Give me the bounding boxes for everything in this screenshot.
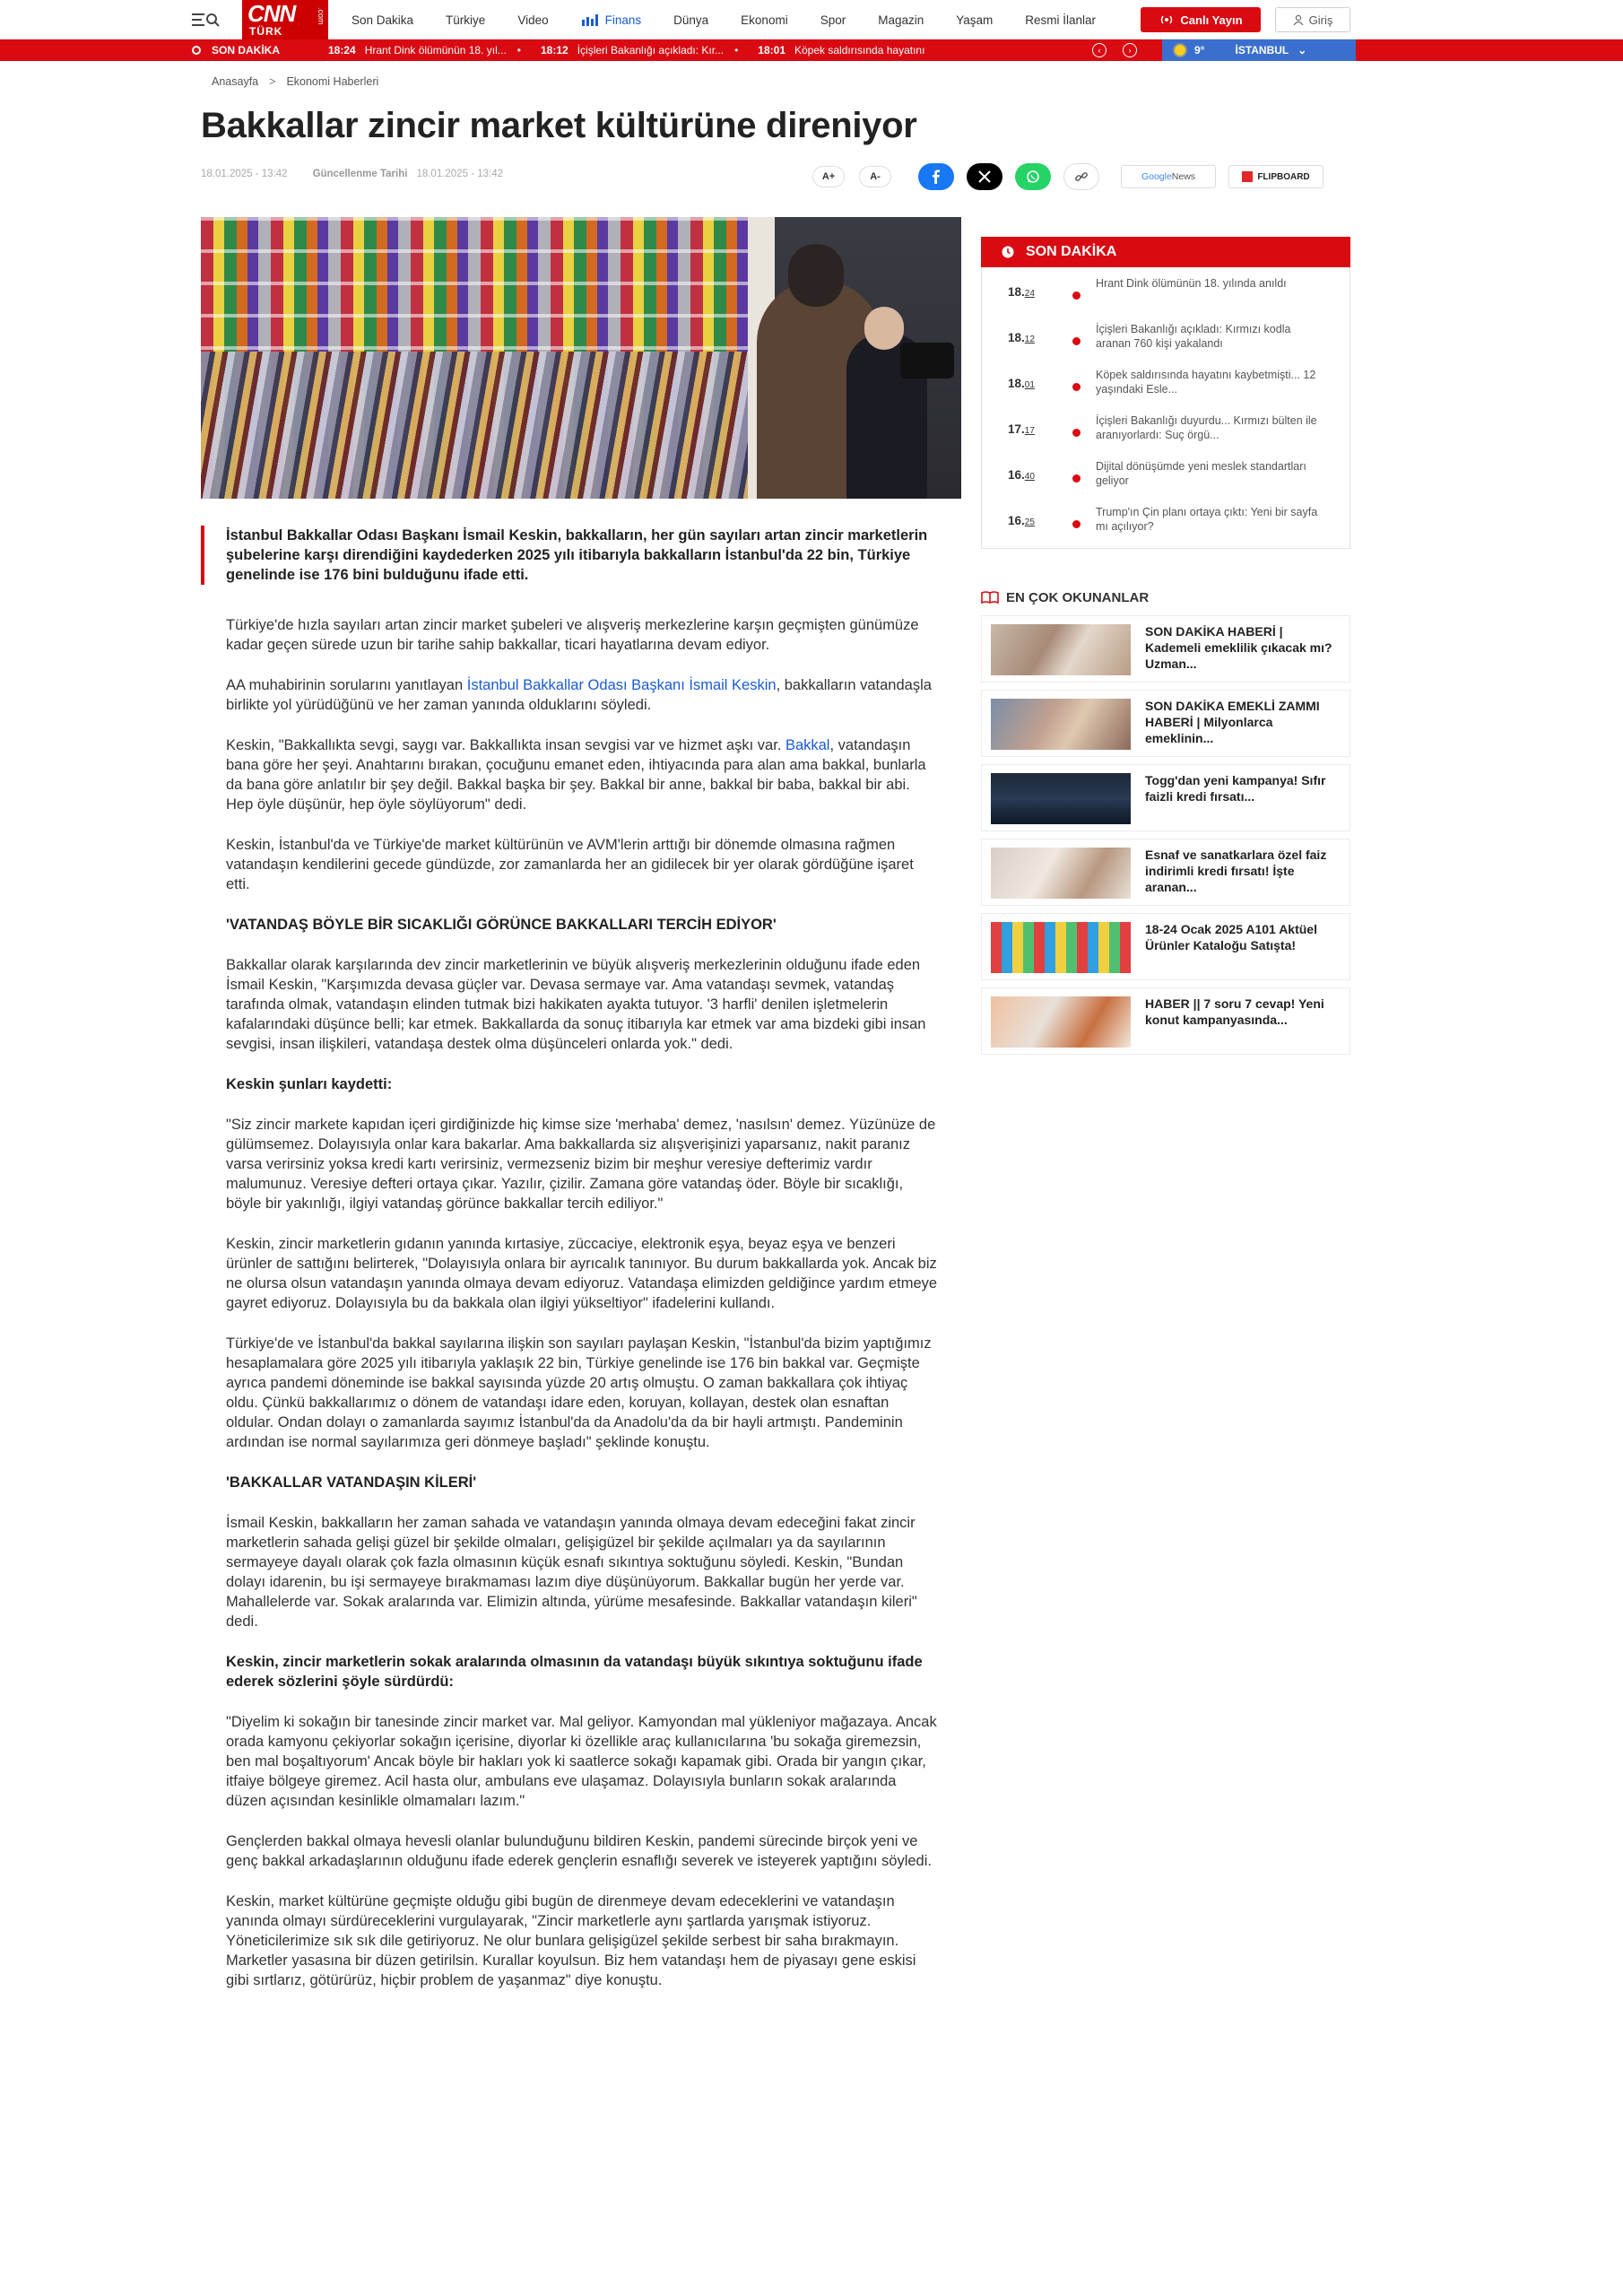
nav-yasam[interactable]: Yaşam [956,13,994,27]
paragraph-text: AA muhabirinin sorularını yanıtlayan [226,677,467,693]
most-read-thumbnail [991,624,1131,675]
live-stream-button[interactable] [1141,7,1261,32]
paragraph-text: Keskin, "Bakkallıkta sevgi, saygı var. Bakkallıkta insan sevgisi var ve hizmet aşkı var. [226,737,785,753]
most-read-item[interactable] [981,615,1350,683]
article-paragraph: "Siz zincir markete kapıdan içeri girdiğinizde hiç kimse size 'merhaba' demez, 'nasılsın' demez. Yüzünüze de gülümsemez. Dolayısıyla onlar kara bakarlar. Ama bakkallarda siz alışverişinizi yaparsanız, nakit paranız varsa verirsiniz yoksa kredi kartı verirsiniz, vermezseniz bizim bir meşhur veresiye defterimiz vardır malumunuz. Veresiye defteri ortaya çıkar. Yazılır, çizilir. Zamana göre vatandaş öder. Böyle bir sıcaklığı, böyle bir yakınlığı, ilgiyi vatandaş görünce bakkallar tercih ediliyor." [226,1117,936,1212]
time-hour: 18. [1008,377,1025,390]
article-paragraph: Keskin, zincir marketlerin gıdanın yanında kırtasiye, züccaciye, elektronik eşya, beyaz eşya ve benzeri ürünler de sattığını belirterek, "Dolayısıyla onlara bir ayrıcalık tanınıyor. Bu durum bakkallarda yok. Ancak biz ne olursa olsun vatandaşın yanında olmaya devam ediyoruz. Vatandaşa elimizden geldiğince yardım etmeye gayret ediyoruz. Dolayısıyla bu da bakkala olan ilgiyi yükseltiyor" ifadelerini kullandı. [226,1236,938,1311]
article-paragraph: Türkiye'de ve İstanbul'da bakkal sayılarına ilişkin son sayıları paylaşan Keskin, "İstanbul'da bizim yaptığımız hesaplamalara göre 2025 yılı itibarıyla yaklaşık 22 bin, Türkiye genelinde ise 176 bin bakkal var. Geçmişte ayrıca pandemi döneminde ise bakkal sayısında yüzde 20 artış olmuştu. O zaman bakkallara çok ihtiyaç oldu. Çünkü bakkallarımız o dönem de vatandaşı idare eden, koruyan, kollayan, destek olan esnaftan oldular. Ondan dolayı o zamanlarda sayımız İstanbul'da da Anadolu'da da bir hayli artmıştı. Pandeminin ardından ise normal sayılarımıza geri dönmeye başladı" şeklinde konuştu. [226,1335,932,1450]
nav-finans[interactable] [581,13,642,27]
ticker-separator: • [516,44,521,57]
ticker-separator: • [734,44,739,57]
nav-video[interactable]: Video [517,13,549,27]
time-hour: 16. [1008,468,1025,482]
breadcrumb [212,75,378,88]
most-read-list [981,615,1350,1062]
google-news-suffix: News [1171,171,1196,182]
timeline-dot-icon [1072,291,1081,300]
article-tools [812,163,1324,190]
weather-widget[interactable] [1162,39,1356,61]
son-dakika-time [1008,285,1035,299]
chevron-down-icon: ⌄ [1298,44,1307,57]
x-icon [978,170,991,183]
whatsapp-icon [1026,170,1040,184]
article-subheading: Keskin, zincir marketlerin sokak aralarında olmasının da vatandaşı büyük sıkıntıya soktuğunu ifade ederek sözlerini şöyle sürdürdü: [226,1654,923,1690]
article-body [226,615,940,2011]
timeline-dot-icon [1072,429,1081,437]
article-subheading: Keskin şunları kaydetti: [226,1076,393,1092]
time-minute: 01 [1024,380,1035,390]
timeline-dot-icon [1072,520,1081,528]
most-read-thumbnail [991,922,1131,973]
time-minute: 12 [1024,335,1035,344]
son-dakika-time [1008,331,1035,344]
most-read-thumbnail [991,848,1131,899]
font-increase-button[interactable]: A+ [812,166,845,187]
main-nav [352,0,1128,39]
cnn-turk-logo[interactable] [242,0,328,39]
breaking-news-ticker [0,39,1623,61]
logo-cnn-text: CNN [247,0,296,27]
copy-link-button[interactable] [1063,163,1099,190]
user-icon [1293,14,1304,25]
nav-dunya[interactable]: Dünya [673,13,709,27]
son-dakika-time [1008,422,1035,436]
link-icon [1074,170,1089,184]
weather-city: İSTANBUL [1235,44,1289,57]
son-dakika-time [1008,377,1035,390]
son-dakika-item[interactable] [981,267,1350,313]
article-paragraph [226,735,940,814]
ticker-item[interactable] [328,44,521,57]
most-read-item[interactable] [981,987,1350,1055]
facebook-share-button[interactable] [918,163,954,190]
nav-resmi-ilanlar[interactable]: Resmi İlanlar [1025,13,1097,27]
son-dakika-text: İçişleri Bakanlığı duyurdu... Kırmızı bülten ile aranıyorlardı: Suç örgü... [1096,414,1317,441]
son-dakika-text: Dijital dönüşümde yeni meslek standartları geliyor [1096,460,1306,487]
most-read-item[interactable] [981,690,1350,757]
nav-turkiye[interactable]: Türkiye [446,13,486,27]
ticker-next-icon[interactable]: › [1123,43,1137,57]
time-minute: 25 [1024,517,1035,527]
clock-icon [1001,245,1015,259]
son-dakika-item[interactable] [981,313,1350,359]
ticker-time: 18:12 [540,44,568,57]
paragraph-text: , bakkalların vatandaşla birlikte yol yürüdüğünü ve her zaman yanında olduklarını söyledi. [226,677,932,713]
login-label: Giriş [1308,13,1333,27]
google-news-label: Google [1141,171,1172,182]
updated-date: 18.01.2025 - 13:42 [416,169,503,179]
flipboard-label: FLIPBOARD [1257,171,1310,182]
article-paragraph [226,675,940,715]
time-minute: 24 [1024,289,1035,299]
most-read-thumbnail [991,699,1131,750]
time-hour: 18. [1008,331,1025,344]
hero-interviewee-head-graphic [864,307,904,350]
bakkal-tag-link[interactable]: Bakkal [785,737,830,753]
most-read-item[interactable] [981,764,1350,831]
article-paragraph: Keskin, market kültürüne geçmişte olduğu gibi bugün de direnmeye devam edeceklerini ve vatandaşın yanında olmayı sürdüreceklerini vurgulayarak, "Zincir marketlerle aynı şartlarda yarışmak istiyoruz. Yöneticilerimize sık sık dile getiriyoruz. Ne olur bunlara gelişigüzel şekilde serbest bir saha bırakmayın. Marketler yasasına bir düzen getirilsin. Kurallar koyulsun. Biz hem vatandaşı hem de piyasayı gene eskisi gibi sırtlarız, götürürüz, hiçbir problem de yaşanmaz" diye konuştu. [226,1893,916,1988]
son-dakika-text: Trump'ın Çin planı ortaya çıktı: Yeni bir sayfa mı açılıyor? [1096,506,1318,533]
updated-label: Güncellenme Tarihi [312,169,408,179]
nav-son-dakika[interactable]: Son Dakika [352,13,414,27]
menu-search-icon[interactable] [192,11,221,29]
ticker-dot-icon [192,46,201,55]
article-paragraph: Türkiye'de hızla sayıları artan zincir market şubeleri ve alışveriş merkezlerine karşın geçmişten günümüze kadar geçen sürede uzun bir tarihe sahip bakkallar, ticari hayatlarına devam ediyor. [226,617,919,653]
weather-temp: 9° [1194,44,1205,57]
book-icon [981,591,999,604]
ticker-label-text: SON DAKİKA [212,44,281,57]
time-minute: 17 [1024,426,1035,436]
timeline-dot-icon [1072,474,1081,483]
article-subheading: 'VATANDAŞ BÖYLE BİR SICAKLIĞI GÖRÜNCE BAKKALLARI TERCİH EDİYOR' [226,917,777,933]
google-news-button[interactable] [1121,165,1216,188]
publish-date: 18.01.2025 - 13:42 [201,169,288,179]
breadcrumb-separator-icon: > [269,75,276,88]
facebook-icon [930,170,942,184]
ticker-text: Hrant Dink ölümünün 18. yıl... [364,44,507,57]
time-hour: 16. [1008,514,1025,527]
ticker-text: İçişleri Bakanlığı açıkladı: Kır... [577,44,725,57]
article-subheading: 'BAKKALLAR VATANDAŞIN KİLERİ' [226,1474,477,1491]
son-dakika-time [1008,468,1035,482]
login-button[interactable] [1275,7,1350,32]
most-read-title-text: SON DAKİKA HABERİ | Kademeli emeklilik çıkacak mı? Uzman... [1145,624,1332,671]
ticker-text: Köpek saldırısında hayatını [794,44,925,57]
live-stream-label: Canlı Yayın [1180,13,1243,27]
ticker-item[interactable] [758,44,924,57]
son-dakika-item[interactable] [981,450,1350,496]
time-hour: 18. [1008,285,1025,299]
hero-goods-graphic [201,352,748,499]
ticker-items [328,39,1090,61]
article-title: Bakkallar zincir market kültürüne direniyor [201,106,917,145]
most-read-title-text: SON DAKİKA EMEKLİ ZAMMI HABERİ | Milyonlarca emeklinin... [1145,699,1320,745]
most-read-title-text: 18-24 Ocak 2025 A101 Aktüel Ürünler Kataloğu Satışta! [1145,922,1317,952]
son-dakika-list [981,267,1350,542]
ticker-label [192,39,280,61]
son-dakika-item[interactable] [981,496,1350,542]
flipboard-icon [1242,171,1253,182]
time-minute: 40 [1024,472,1035,482]
ticker-item[interactable] [541,44,738,57]
article-hero-image [201,217,961,499]
sun-icon [1175,45,1185,56]
most-read-title-text: HABER || 7 soru 7 cevap! Yeni konut kampanyasında... [1145,996,1324,1027]
article-paragraph: Keskin, İstanbul'da ve Türkiye'de market kültürünün ve AVM'lerin arttığı bir dönemde olmasına rağmen vatandaşın kendilerini gecede gündüzde, zor zamanlarda her an gidilecek bir yer olarak gördüğüne işaret etti. [226,837,914,892]
most-read-header [981,587,1149,608]
article-paragraph: Gençlerden bakkal olmaya hevesli olanlar bulunduğunu bildiren Keskin, pandemi sürecinde birçok yeni ve genç bakkal arkadaşlarının olduğunu ifade ederek gençlerin esnaflığı severek ve isteyerek yaptığını söyledi. [226,1833,932,1869]
most-read-item[interactable] [981,839,1350,906]
article-paragraph: Bakkallar olarak karşılarında dev zincir marketlerinin ve büyük alışveriş merkezlerinin olduğunu ifade eden İsmail Keskin, "Karşımızda devasa güçler var. Devasa sermaye var. Ama vatandaşı sevmek, vatandaş tarafında olmak, vatandaşın elinden tutmak bizi hakikaten ayakta tutuyor. '3 harfli' denilen işletmelerin kafalarındaki düşünce belli; kar etmek. Bakkallarda da sonuç itibarıyla kar etmek var ama bizdeki gibi insan sevgisi, insan ilişkileri, vatandaşa destek olma düşünceleri onlarda yok." dedi. [226,957,926,1052]
most-read-item[interactable] [981,913,1350,980]
son-dakika-text: Hrant Dink ölümünün 18. yılında anıldı [1096,277,1287,290]
flipboard-button[interactable] [1228,165,1324,188]
timeline-dot-icon [1072,383,1081,391]
ticker-time: 18:01 [758,44,785,57]
son-dakika-title: SON DAKİKA [1026,244,1117,259]
nav-finans-label: Finans [604,13,642,27]
most-read-title: EN ÇOK OKUNANLAR [1006,589,1150,605]
x-share-button[interactable] [967,163,1002,190]
breadcrumb-home[interactable]: Anasayfa [212,75,259,88]
son-dakika-item[interactable] [981,359,1350,404]
article-paragraph: İsmail Keskin, bakkalların her zaman sahada ve vatandaşın yanında olmaya devam edeceğini fakat zincir marketlerin sahada gelişi güzel bir şekilde olmaları, gelişigüzel bir şekilde açılmaları ya da sayılarının sermayeye dayalı olarak çok fazla olmasının küçük esnafı sıkıntıya soktuğunu söyledi. Keskin, "Bundan dolayı idarenin, bu işi sermayeye bırakmaması lazım diye düşünüyorum. Bakkallar bugün her yerde var. Mahallelerde var. Sokak aralarında var. Elimizin altında, yürüme mesafesinde. Bakkallar vatandaşın kileri" dedi. [226,1515,917,1630]
paragraph-text: , vatandaşın bana göre her şeyi. Anahtarını bırakan, çocuğunu emanet eden, ihtiyacında para alan ama bakkal, bunlarla da bana göre anlatılır bir şey değil. Bakkal başka bir şey. Bakkal bir anne, bakkal bir baba, bakkal bir abi. Hep öyle düşünür, hep öyle söylüyorum" dedi. [226,737,926,813]
whatsapp-share-button[interactable] [1015,163,1051,190]
logo-turk-text: TÜRK [249,25,283,38]
article-paragraph: "Diyelim ki sokağın bir tanesinde zincir market var. Mal geliyor. Kamyondan mal yükleniyor mağazaya. Ancak orada kamyonu çekiyorlar sokağın içerisine, diyorlar ki özellikle araç kullanıcılarına 'bu sokağa giremezsin, ben mal boşaltıyorum' Ancak böyle bir hakları yok ki saatlerce sokağı kapamak gibi. Orada bir yangın çıkar, itfaiye bölgeye giremez. Acil hasta olur, ambulans eve ulaşamaz. Dolayısıyla bunların sokak aralarında düzen açısından kesinlikle olmamaları lazım." [226,1714,937,1809]
logo-com-text: .com [317,7,325,25]
hero-reporter-head-graphic [788,244,844,307]
ticker-time: 18:24 [328,44,356,57]
son-dakika-time [1008,514,1035,527]
son-dakika-text: Köpek saldırısında hayatını kaybetmişti... 12 yaşındaki Esle... [1096,369,1316,396]
hero-rack-graphic [201,217,748,352]
son-dakika-header[interactable] [981,237,1350,267]
hero-camera-graphic [900,343,954,378]
nav-spor[interactable]: Spor [820,13,846,27]
timeline-dot-icon [1072,337,1081,345]
top-header [0,0,1623,39]
breadcrumb-category[interactable]: Ekonomi Haberleri [286,75,379,88]
nav-magazin[interactable]: Magazin [878,13,924,27]
time-hour: 17. [1008,422,1025,436]
most-read-thumbnail [991,773,1131,824]
broadcast-icon [1159,14,1175,25]
nav-ekonomi[interactable]: Ekonomi [741,13,788,27]
son-dakika-item[interactable] [981,404,1350,450]
most-read-thumbnail [991,996,1131,1048]
son-dakika-text: İçişleri Bakanlığı açıkladı: Kırmızı kodla aranan 760 kişi yakalandı [1096,323,1291,350]
ticker-prev-icon[interactable]: ‹ [1092,43,1107,57]
font-decrease-button[interactable]: A- [859,166,891,187]
most-read-title-text: Esnaf ve sanatkarlara özel faiz indirimli kredi fırsatı! İşte aranan... [1145,848,1327,894]
article-meta [201,169,503,179]
keskin-profile-link[interactable]: İstanbul Bakkallar Odası Başkanı İsmail Keskin [466,677,777,693]
article-lead: İstanbul Bakkallar Odası Başkanı İsmail Keskin, bakkalların, her gün sayıları artan zincir marketlerin şubelerine karşı direndiğini kaydederken 2025 yılı itibarıyla bakkalların İstanbul'da 22 bin, Türkiye genelinde ise 176 bini bulduğunu ifade etti. [201,526,940,585]
chart-bars-icon [581,13,601,26]
most-read-title-text: Togg'dan yeni kampanya! Sıfır faizli kredi fırsatı... [1145,773,1326,804]
